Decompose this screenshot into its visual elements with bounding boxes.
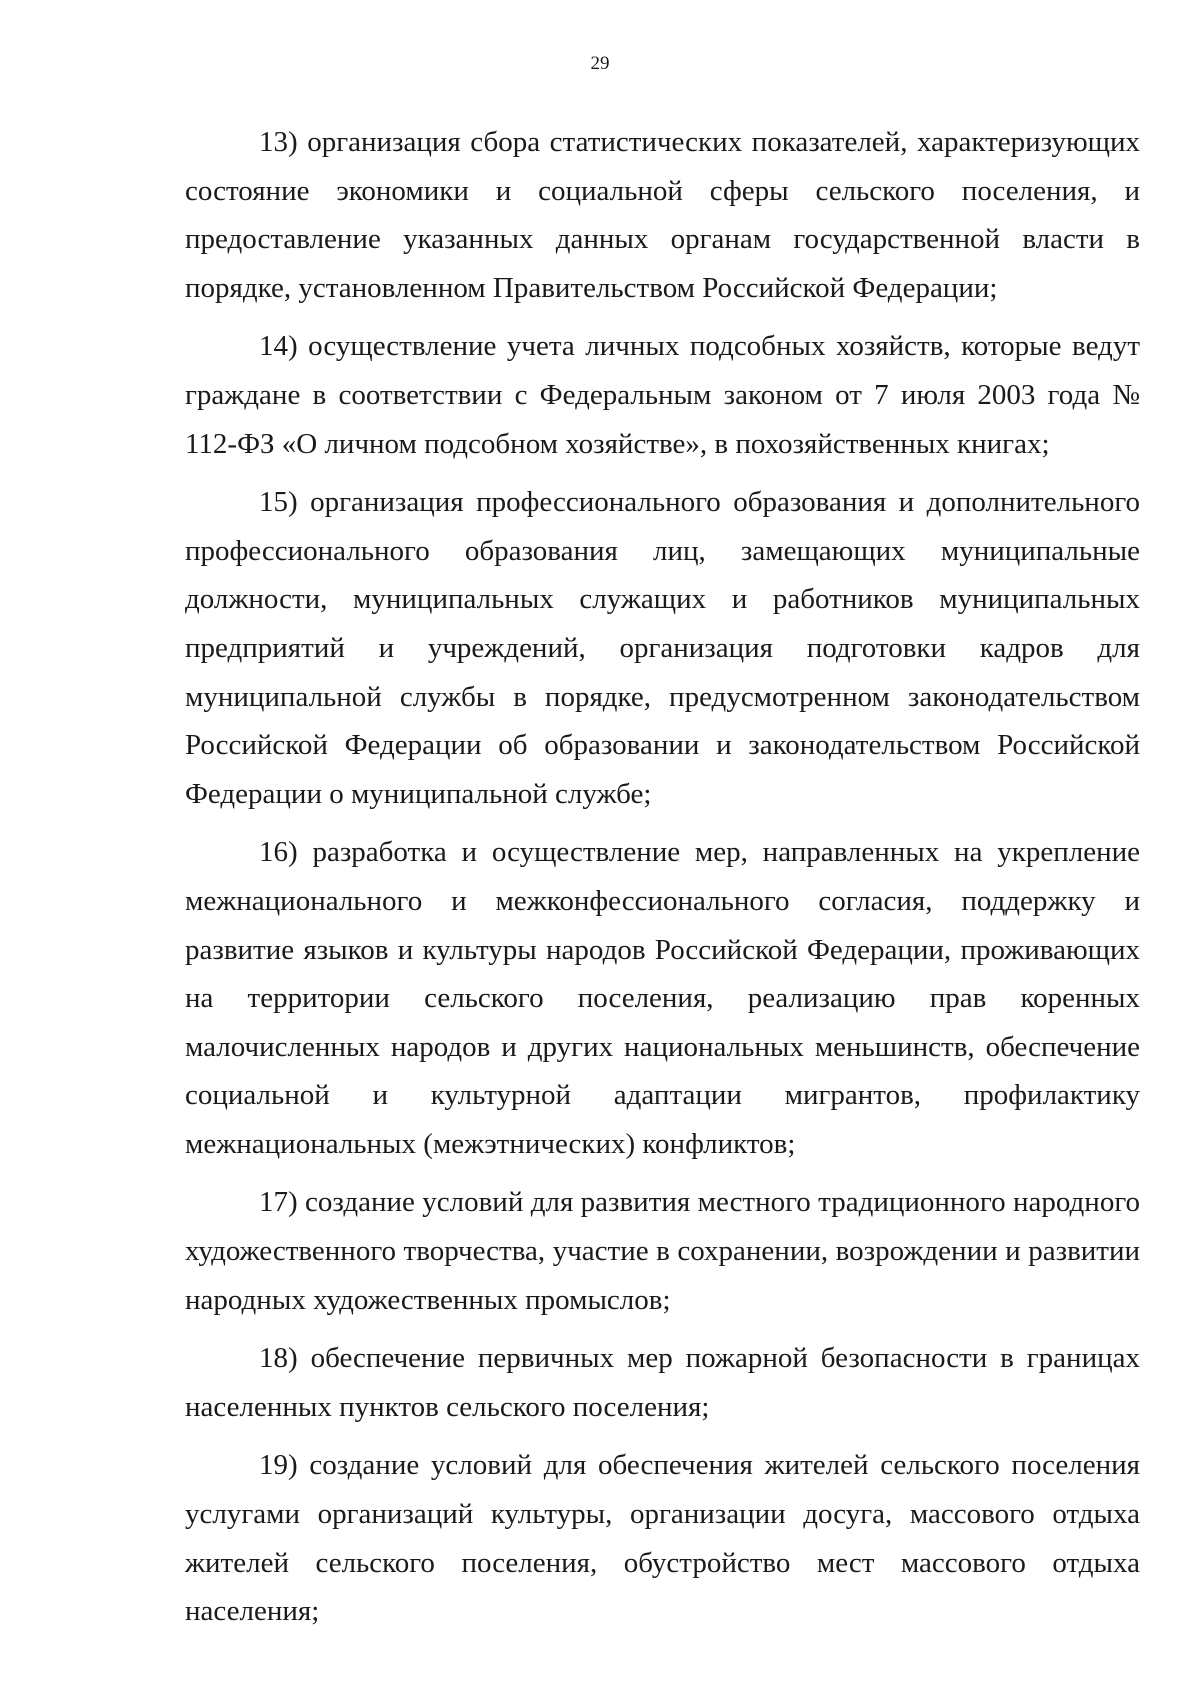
list-item-13: 13) организация сбора статистических показателей, характеризующих состояние экономики и социальной сферы сельского поселения, и предоставление указанных данных органам государственной власти в порядке, установленном Правительством Российской Федерации; <box>185 126 1140 304</box>
list-item-19: 19) создание условий для обеспечения жителей сельского поселения услугами организаций культуры, организации досуга, массового отдыха жителей сельского поселения, обустройство мест массового отдыха населения; <box>185 1449 1140 1628</box>
list-item-15: 15) организация профессионального образования и дополнительного профессионального образования лиц, замещающих муниципальные должности, муниципальных служащих и работников муниципальных предприятий и учреждений, организация подготовки кадров для муниципальной службы в порядке, предусмотренном законодательством Российской Федерации об образовании и законодательством Российской Федерации о муниципальной службе; <box>185 486 1140 810</box>
list-item-18: 18) обеспечение первичных мер пожарной безопасности в границах населенных пунктов сельского поселения; <box>185 1342 1140 1423</box>
list-item-14: 14) осуществление учета личных подсобных хозяйств, которые ведут граждане в соответствии с Федеральным законом от 7 июля 2003 года № 112-ФЗ «О личном подсобном хозяйстве», в похозяйственных книгах; <box>185 330 1140 460</box>
page-number: 29 <box>590 53 610 74</box>
document-body <box>185 118 1140 1646</box>
list-item-16: 16) разработка и осуществление мер, направленных на укрепление межнационального и межконфессионального согласия, поддержку и развитие языков и культуры народов Российской Федерации, проживающих на территории сельского поселения, реализацию прав коренных малочисленных народов и других национальных меньшинств, обеспечение социальной и культурной адаптации мигрантов, профилактику межнациональных (межэтнических) конфликтов; <box>185 836 1140 1160</box>
list-item-17: 17) создание условий для развития местного традиционного народного художественного творчества, участие в сохранении, возрождении и развитии народных художественных промыслов; <box>185 1186 1140 1316</box>
